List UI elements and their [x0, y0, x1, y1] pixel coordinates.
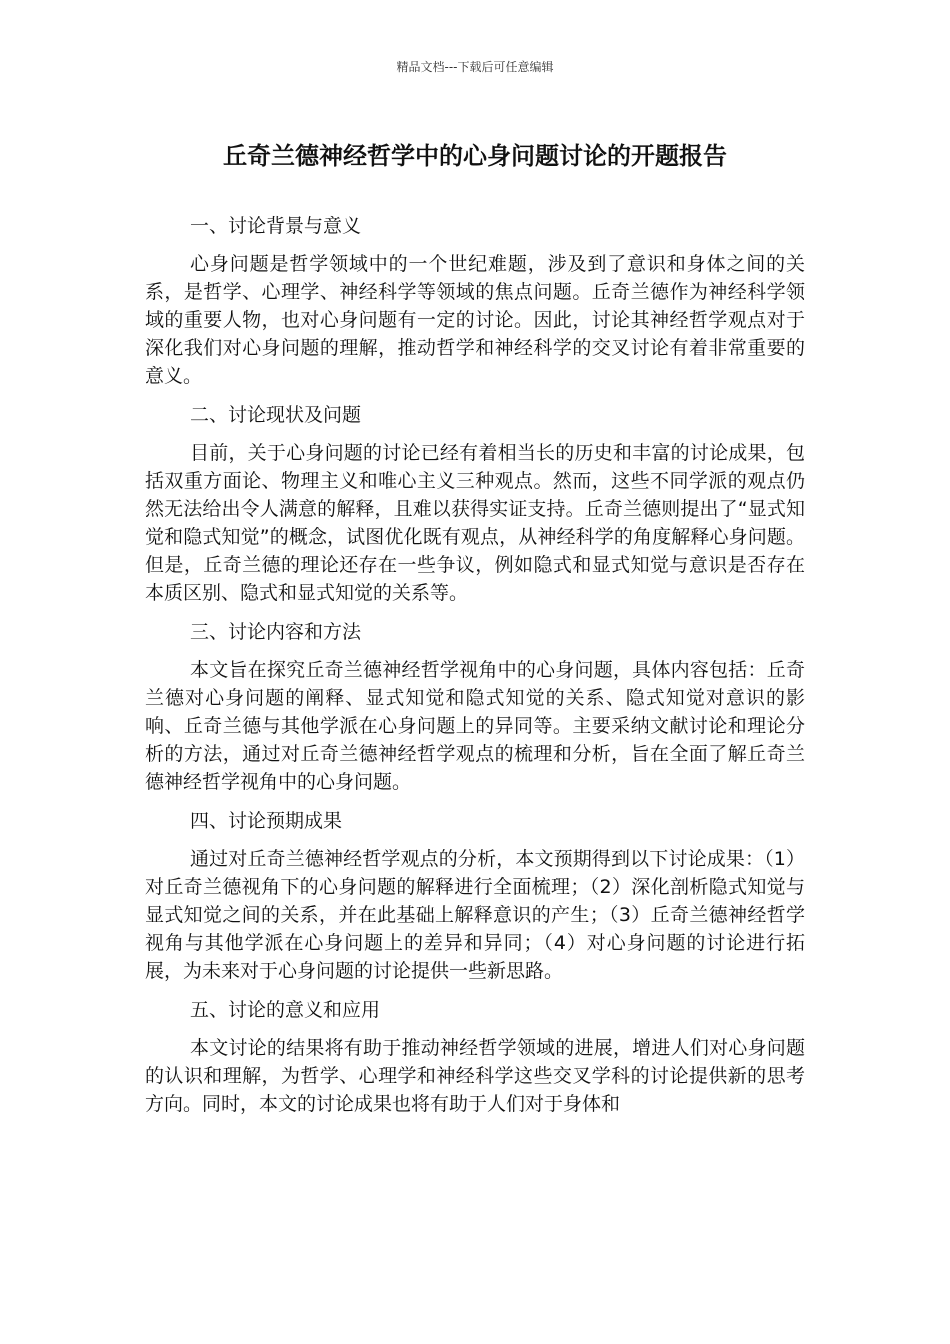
section-paragraph: 目前，关于心身问题的讨论已经有着相当长的历史和丰富的讨论成果，包括双重方面论、物理主义和唯心主义三种观点。然而，这些不同学派的观点仍然无法给出令人满意的解释，且难以获得实证支持。丘奇兰德则提出了“显式知觉和隐式知觉”的概念，试图优化既有观点，从神经科学的角度解释心身问题。但是，丘奇兰德的理论还存在一些争议，例如隐式和显式知觉与意识是否存在本质区别、隐式和显式知觉的关系等。 [145, 442, 805, 604]
document-body [145, 212, 805, 1129]
section-paragraph: 本文讨论的结果将有助于推动神经哲学领域的进展，增进人们对心身问题的认识和理解，为哲学、心理学和神经科学这些交叉学科的讨论提供新的思考方向。同时，本文的讨论成果也将有助于人们对于身体和 [145, 1037, 805, 1115]
section-status [145, 401, 805, 607]
section-heading: 三、讨论内容和方法 [190, 621, 362, 643]
section-expected-results [145, 807, 805, 985]
section-content-method [145, 618, 805, 796]
section-heading: 一、讨论背景与意义 [190, 215, 362, 237]
section-paragraph: 通过对丘奇兰德神经哲学观点的分析，本文预期得到以下讨论成果：（1）对丘奇兰德视角下的心身问题的解释进行全面梳理；（2）深化剖析隐式知觉与显式知觉之间的关系，并在此基础上解释意识的产生；（3）丘奇兰德神经哲学视角与其他学派在心身问题上的差异和异同；（4）对心身问题的讨论进行拓展，为未来对于心身问题的讨论提供一些新思路。 [145, 848, 805, 982]
document-title: 丘奇兰德神经哲学中的心身问题讨论的开题报告 [223, 142, 727, 170]
section-background [145, 212, 805, 390]
section-heading: 五、讨论的意义和应用 [190, 999, 381, 1021]
section-heading: 二、讨论现状及问题 [190, 404, 362, 426]
section-paragraph: 本文旨在探究丘奇兰德神经哲学视角中的心身问题，具体内容包括：丘奇兰德对心身问题的阐释、显式知觉和隐式知觉的关系、隐式知觉对意识的影响、丘奇兰德与其他学派在心身问题上的异同等。主要采纳文献讨论和理论分析的方法，通过对丘奇兰德神经哲学观点的梳理和分析，旨在全面了解丘奇兰德神经哲学视角中的心身问题。 [145, 659, 805, 793]
section-significance [145, 996, 805, 1118]
header-note: 精品文档---下载后可任意编辑 [396, 60, 554, 74]
section-paragraph: 心身问题是哲学领域中的一个世纪难题，涉及到了意识和身体之间的关系，是哲学、心理学、神经科学等领域的焦点问题。丘奇兰德作为神经科学领域的重要人物，也对心身问题有一定的讨论。因此，讨论其神经哲学观点对于深化我们对心身问题的理解，推动哲学和神经科学的交叉讨论有着非常重要的意义。 [145, 253, 805, 387]
section-heading: 四、讨论预期成果 [190, 810, 343, 832]
